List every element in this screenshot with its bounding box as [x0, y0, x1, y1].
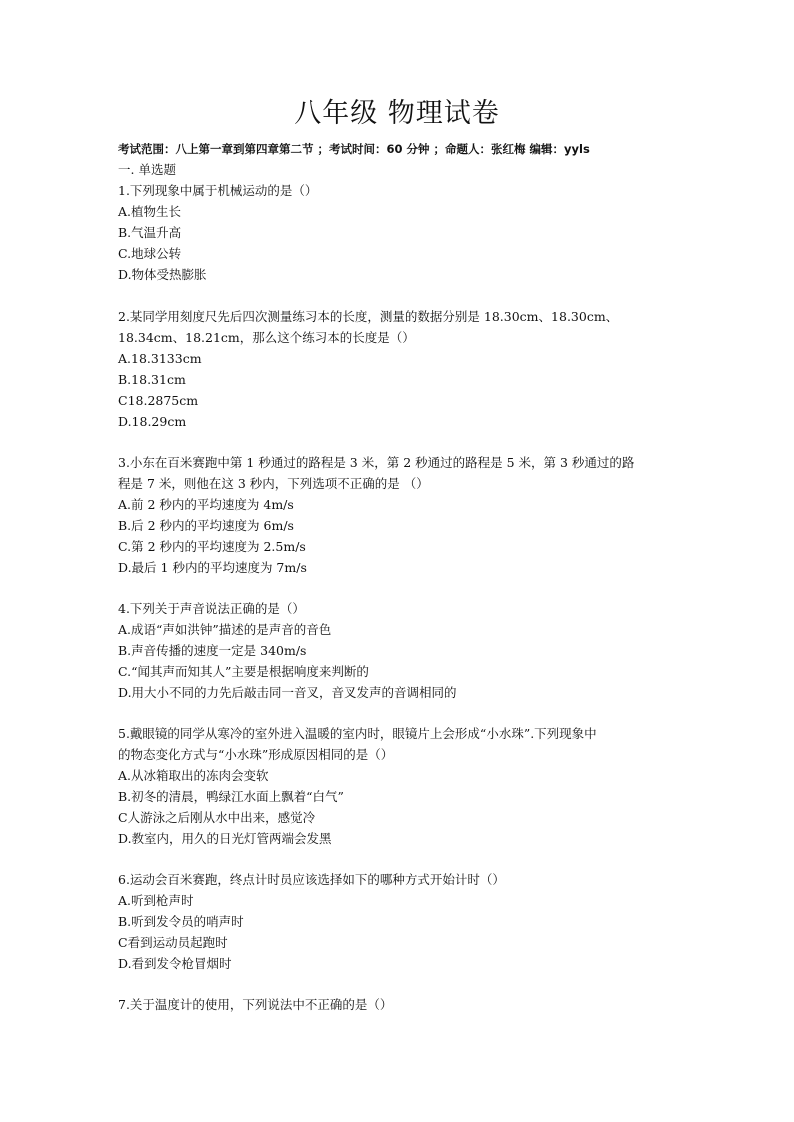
question-4-stem: 4.下列关于声音说法正确的是（）	[118, 601, 305, 616]
question-5-option-d: D.教室内，用久的日光灯管两端会发黑	[118, 831, 332, 846]
question-2-stem-line-1: 2.某同学用刻度尺先后四次测量练习本的长度，测量的数据分别是 18.30cm、18.30cm、	[118, 309, 619, 324]
question-6-stem: 6.运动会百米赛跑，终点计时员应该选择如下的哪种方式开始计时（）	[118, 872, 505, 887]
question-1-stem: 1.下列现象中属于机械运动的是（）	[118, 183, 318, 198]
section-heading: 一. 单选题	[118, 162, 176, 177]
question-1-option-c: C.地球公转	[118, 246, 182, 261]
question-4-option-b: B.声音传播的速度一定是 340m/s	[118, 643, 307, 658]
question-5-option-c: C人游泳之后刚从水中出来，感觉冷	[118, 810, 316, 825]
question-6-option-d: D.看到发令枪冒烟时	[118, 956, 232, 971]
question-6-option-c: C看到运动员起跑时	[118, 935, 228, 950]
question-2-option-b: B.18.31cm	[118, 372, 186, 387]
question-2-option-a: A.18.3133cm	[118, 351, 202, 366]
question-1-option-a: A.植物生长	[118, 204, 182, 219]
question-7-stem: 7.关于温度计的使用，下列说法中不正确的是（）	[118, 997, 393, 1012]
question-4-option-a: A.成语“声如洪钟”描述的是声音的音色	[118, 622, 332, 637]
question-3-stem-line-2: 程是 7 米，则他在这 3 秒内，下列选项不正确的是 （）	[118, 476, 429, 491]
exam-title: 八年级 物理试卷	[294, 98, 500, 129]
question-2-stem-line-2: 18.34cm、18.21cm，那么这个练习本的长度是（）	[118, 330, 415, 345]
question-5-stem-line-1: 5.戴眼镜的同学从寒冷的室外进入温暖的室内时，眼镜片上会形成“小水珠”.下列现象中	[118, 726, 597, 741]
question-5-option-a: A.从冰箱取出的冻肉会变软	[118, 768, 269, 783]
question-4-option-d: D.用大小不同的力先后敲击同一音叉，音叉发声的音调相同的	[118, 685, 457, 700]
question-3-option-a: A.前 2 秒内的平均速度为 4m/s	[118, 497, 294, 512]
question-5-option-b: B.初冬的清晨，鸭绿江水面上飘着“白气”	[118, 789, 344, 804]
question-1-option-d: D.物体受热膨胀	[118, 267, 207, 282]
question-1-option-b: B.气温升高	[118, 225, 182, 240]
question-3-option-b: B.后 2 秒内的平均速度为 6m/s	[118, 518, 294, 533]
question-6-option-b: B.听到发令员的哨声时	[118, 914, 244, 929]
question-3-option-c: C.第 2 秒内的平均速度为 2.5m/s	[118, 539, 306, 554]
question-3-option-d: D.最后 1 秒内的平均速度为 7m/s	[118, 560, 307, 575]
exam-meta: 考试范围：八上第一章到第四章第二节 ；考试时间：60 分钟 ；命题人：张红梅 编辑：yyls	[118, 142, 590, 156]
question-2-option-d: D.18.29cm	[118, 414, 187, 429]
question-2-option-c: C18.2875cm	[118, 393, 199, 408]
question-3-stem-line-1: 3.小东在百米赛跑中第 1 秒通过的路程是 3 米，第 2 秒通过的路程是 5 米，第 3 秒通过的路	[118, 455, 635, 470]
question-5-stem-line-2: 的物态变化方式与“小水珠”形成原因相同的是（）	[118, 747, 394, 762]
question-4-option-c: C.“闻其声而知其人”主要是根据响度来判断的	[118, 664, 369, 679]
question-6-option-a: A.听到枪声时	[118, 893, 194, 908]
